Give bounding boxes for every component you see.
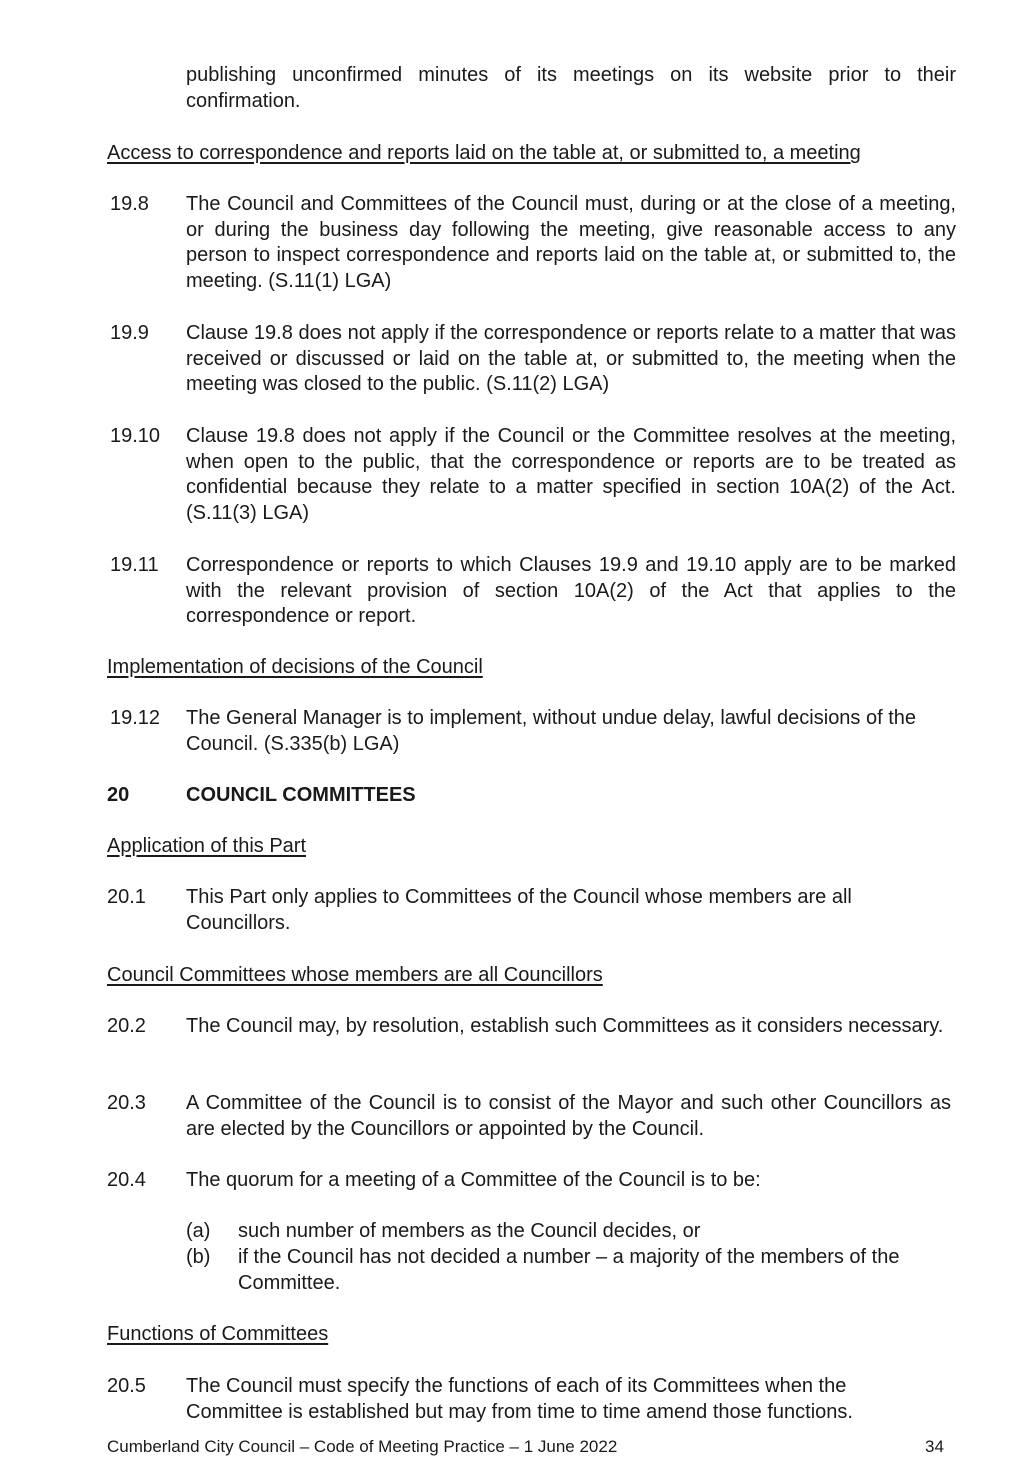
section-number: 20 — [107, 784, 130, 806]
list-item-text: if the Council has not decided a number – a majority of the members of the Committee. — [238, 1246, 900, 1294]
heading-council-committees: Council Committees whose members are all Councillors — [107, 964, 603, 986]
clause-number: 19.12 — [110, 707, 161, 729]
heading-functions: Functions of Committees — [107, 1323, 329, 1345]
heading-application: Application of this Part — [107, 835, 306, 857]
clause-text: The Council must specify the functions of each of its Committees when the Committee is established but may from time to time amend those functions. — [186, 1375, 853, 1423]
clause-number: 19.8 — [110, 193, 149, 215]
clause-text: The General Manager is to implement, without undue delay, lawful decisions of the Council. (S.335(b) LGA) — [186, 707, 917, 755]
clause-text: The quorum for a meeting of a Committee of the Council is to be: — [186, 1169, 761, 1191]
heading-access-correspondence: Access to correspondence and reports laid on the table at, or submitted to, a meeting — [107, 142, 861, 164]
list-item-label: (b) — [186, 1246, 211, 1268]
clause-text: The Council may, by resolution, establish such Committees as it considers necessary. — [186, 1015, 944, 1037]
clause-text: This Part only applies to Committees of the Council whose members are all Councillors. — [186, 886, 852, 934]
clause-text: The Council and Committees of the Council must, during or at the close of a meeting, or during the business day following the meeting, give reasonable access to any person to inspect correspondence and reports laid on the table at, or submitted to, the meeting. (S.11(1) LGA) — [186, 193, 956, 292]
section-title: COUNCIL COMMITTEES — [186, 784, 416, 806]
clause-text: Clause 19.8 does not apply if the correspondence or reports relate to a matter that was received or discussed or laid on the table at, or submitted to, the meeting when the meeting was closed to the public. (S.11(2) LGA) — [186, 322, 956, 396]
clause-number: 20.4 — [107, 1169, 146, 1191]
clause-text: Correspondence or reports to which Clauses 19.9 and 19.10 apply are to be marked with the relevant provision of section 10A(2) of the Act that applies to the correspondence or report. — [186, 554, 956, 628]
list-item-text: such number of members as the Council decides, or — [238, 1220, 701, 1242]
footer-text: Cumberland City Council – Code of Meeting Practice – 1 June 2022 — [107, 1437, 618, 1456]
clause-number: 20.2 — [107, 1015, 146, 1037]
clause-text: A Committee of the Council is to consist of the Mayor and such other Councillors as are elected by the Councillors or appointed by the Council. — [186, 1092, 951, 1140]
clause-text: Clause 19.8 does not apply if the Council or the Committee resolves at the meeting, when open to the public, that the correspondence or reports are to be treated as confidential because they relate to a matter specified in section 10A(2) of the Act. (S.11(3) LGA) — [186, 425, 956, 524]
heading-implementation: Implementation of decisions of the Council — [107, 656, 483, 678]
clause-number: 20.3 — [107, 1092, 146, 1114]
clause-number: 19.9 — [110, 322, 149, 344]
clause-number: 19.11 — [110, 554, 159, 576]
list-item-label: (a) — [186, 1220, 211, 1242]
page-number: 34 — [925, 1437, 944, 1456]
clause-number: 20.1 — [107, 886, 146, 908]
clause-number: 19.10 — [110, 425, 161, 447]
clause-number: 20.5 — [107, 1375, 146, 1397]
intro-paragraph: publishing unconfirmed minutes of its meetings on its website prior to their confirmation. — [186, 64, 956, 112]
